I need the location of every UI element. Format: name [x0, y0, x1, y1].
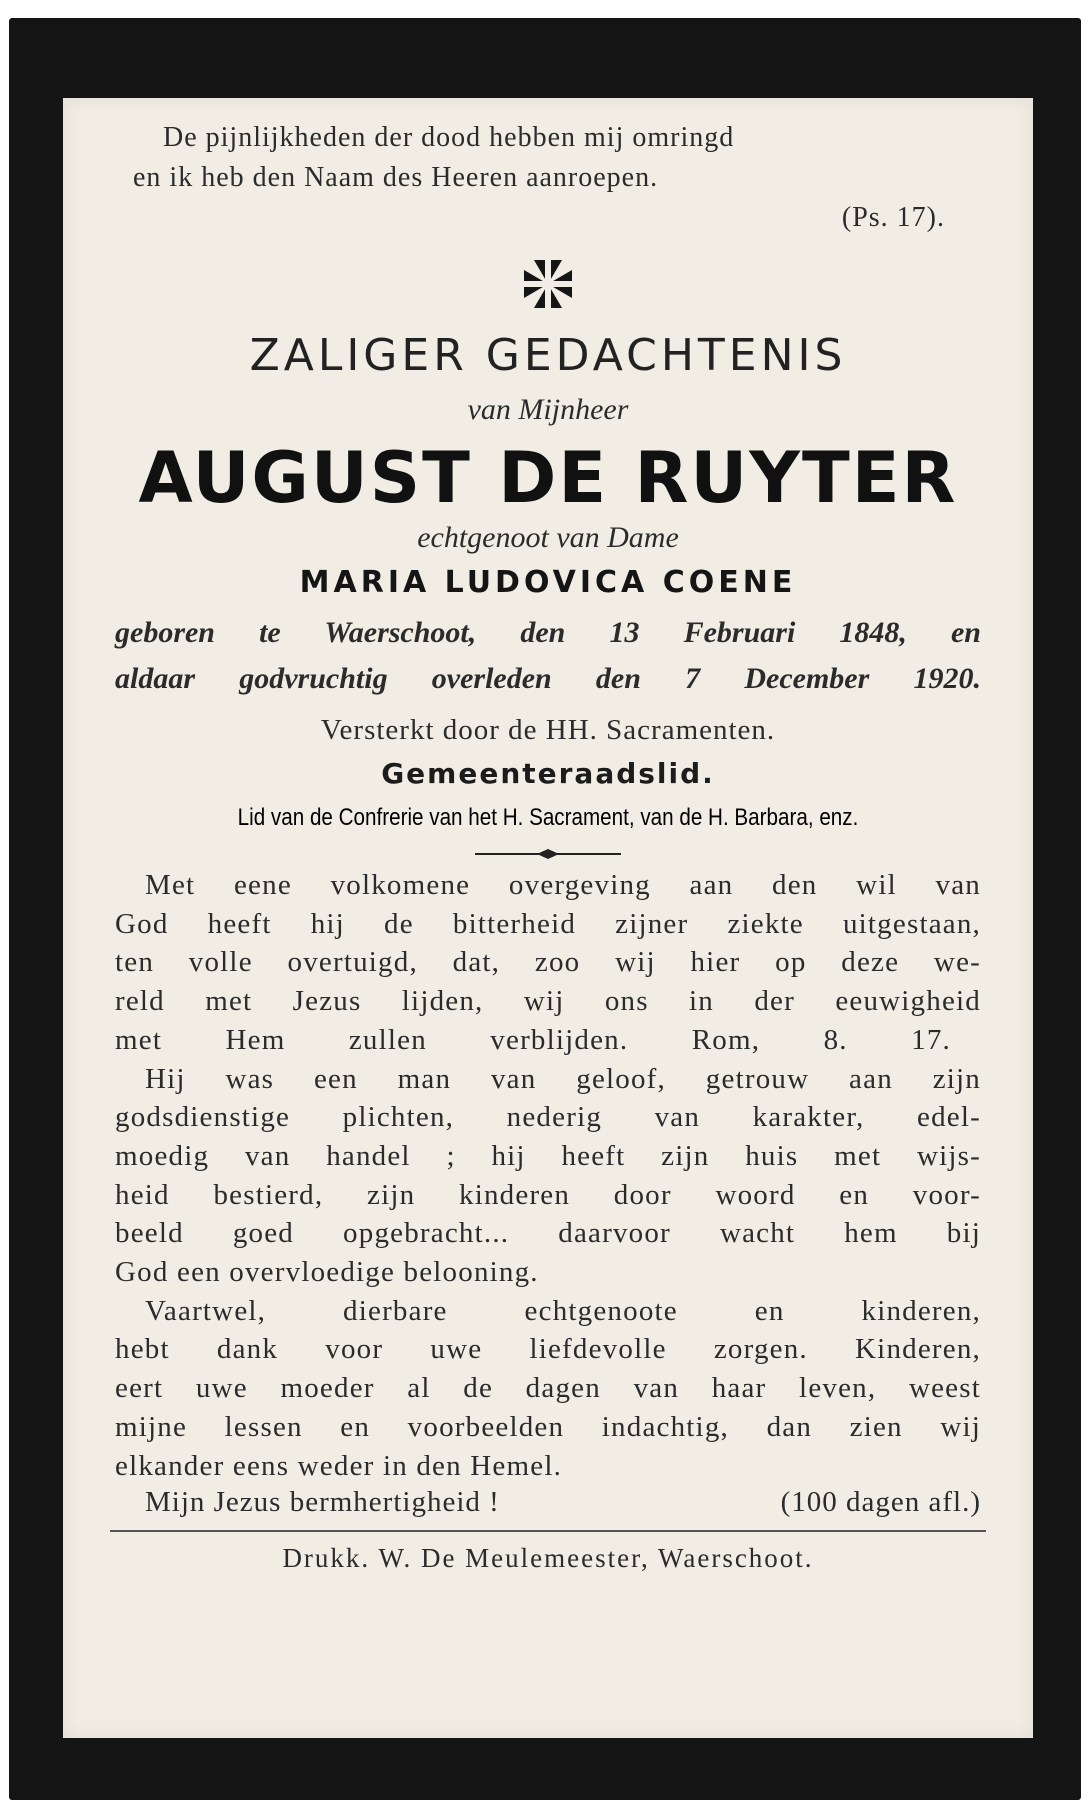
spouse-name: MARIA LUDOVICA COENE	[299, 565, 797, 600]
paragraph-2-line: Hij was een man van geloof, getrouw aan zijn	[145, 1062, 981, 1095]
title-prefix: van Mijnheer	[467, 393, 629, 426]
card-heading: ZALIGER GEDACHTENIS	[249, 330, 847, 381]
motto-line-1: De pijnlijkheden der dood hebben mij omringd	[163, 122, 735, 153]
card-content	[115, 98, 981, 1738]
psalm-motto	[133, 118, 981, 238]
paragraph-1-line: Met eene volkomene overgeving aan den wil van	[145, 869, 981, 901]
role-title: Gemeenteraadslid.	[381, 757, 715, 790]
paragraph-2-line: God een overvloedige belooning.	[115, 1256, 539, 1289]
paragraph-2-line: heid bestierd, zijn kinderen door woord en voor-	[115, 1178, 981, 1211]
paragraph-2-line: beeld goed opgebracht... daarvoor wacht hem bij	[115, 1217, 981, 1250]
paragraph-2-line: moedig van handel ; hij heeft zijn huis met wijs-	[115, 1139, 981, 1172]
birth-line: geboren te Waerschoot, den 13 Februari 1848, en	[115, 616, 981, 649]
motto-reference: (Ps. 17).	[841, 202, 945, 233]
paragraph-1-line: God heeft hij de bitterheid zijner ziekte uitgestaan,	[115, 907, 981, 940]
footer-rule	[110, 1530, 986, 1532]
paragraph-1-line: met Hem zullen verblijden.	[115, 1023, 629, 1056]
printer-credit: Drukk. W. De Meulemeester, Waerschoot.	[282, 1543, 814, 1573]
cross-icon	[115, 250, 981, 312]
paragraph-1-last-line	[115, 1021, 981, 1060]
paragraph-1-line: reld met Jezus lijden, wij ons in der eeuwigheid	[115, 985, 981, 1018]
card-body	[115, 866, 981, 1485]
paragraph-1-line: ten volle overtuigd, dat, zoo wij hier op deze we-	[115, 946, 981, 979]
memorial-card	[63, 98, 1033, 1738]
prayer-text: Mijn Jezus bermhertigheid !	[145, 1486, 500, 1518]
spouse-intro: echtgenoot van Dame	[417, 521, 679, 554]
paragraph-3-line: Vaartwel, dierbare echtgenoote en kinderen,	[145, 1294, 981, 1327]
indulgence-text: (100 dagen afl.)	[780, 1486, 981, 1518]
death-line: aldaar godvruchtig overleden den 7 December 1920.	[115, 662, 981, 695]
paragraph-3-line: hebt dank voor uwe liefdevolle zorgen. Kinderen,	[115, 1333, 981, 1366]
deceased-name: AUGUST DE RUYTER	[138, 437, 958, 519]
scripture-reference: Rom, 8. 17.	[691, 1023, 951, 1056]
mourning-card-border	[9, 18, 1081, 1800]
membership-line: Lid van de Confrerie van het H. Sacrament, van de H. Barbara, enz.	[237, 804, 859, 831]
birth-death-details	[115, 610, 981, 702]
sacraments-line: Versterkt door de HH. Sacramenten.	[320, 714, 776, 746]
ornamental-divider	[115, 844, 981, 864]
paragraph-3-line: mijne lessen en voorbeelden indachtig, dan zien wij	[115, 1410, 981, 1443]
closing-prayer	[145, 1482, 981, 1522]
paragraph-3-line: elkander eens weder in den Hemel.	[115, 1449, 563, 1482]
motto-line-2: en ik heb den Naam des Heeren aanroepen.	[133, 162, 659, 193]
paragraph-3-line: eert uwe moeder al de dagen van haar leven, weest	[115, 1372, 981, 1405]
paragraph-2-line: godsdienstige plichten, nederig van karakter, edel-	[115, 1101, 981, 1134]
